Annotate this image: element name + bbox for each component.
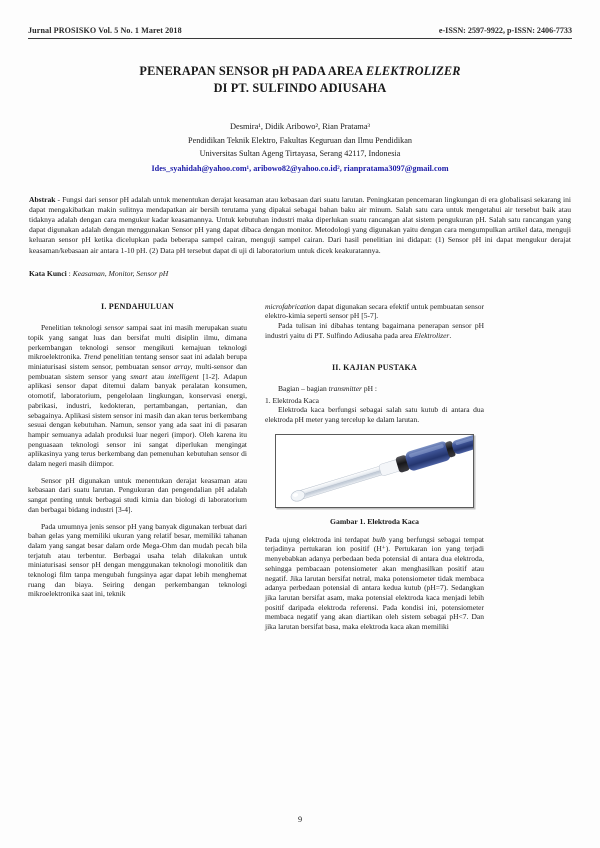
- issn-text: e-ISSN: 2597-9922, p-ISSN: 2406-7733: [438, 26, 572, 35]
- right-paragraph-2: [265, 321, 484, 340]
- left-column: [28, 302, 247, 772]
- abstract-separator: -: [55, 194, 63, 204]
- page-content: [28, 26, 572, 822]
- page-number: 9: [297, 815, 303, 824]
- text-run-italic: Trend: [83, 352, 101, 362]
- text-run: dapat digunakan secara efektif untuk pembuatan sensor elektro-kimia seperti sensor pH [5-7].: [265, 301, 484, 321]
- body-columns: [28, 302, 572, 772]
- section-heading-kajian-pustaka: II. KAJIAN PUSTAKA: [331, 362, 418, 372]
- left-paragraph-3: Pada umumnya jenis sensor pH yang banyak digunakan terbuat dari bahan gelas yang memiliki ukuran yang relatif besar, memiliki tahanan dalam yang sangat besar dalam orde Mega-Ohm dan mudah pecah bila terjatuh atau terbentur. Berbagai usaha telah dilakukan untuk miniaturisasi sensor pH dengan menggunakan teknologi monolitik dan teknologi film tanpa mengubah fungsinya agar dapat lebih menghemat ruang dan biaya. Seiring dengan perkembangan teknologi mikroelektronika saat ini, teknik: [28, 521, 247, 599]
- author-block: [28, 120, 572, 174]
- text-run: [1-2]. Adapun aplikasi sensor dapat ditemui dalam banyak peralatan konsumen, otomotif, laboratorium, pengelolaan lingkungan, konservasi energi, pabrikasi, industri, kedokteran, pertambangan, pertanian, dan sebagainya. Aplikasi sistem sensor ini masih dan akan terus berkembang sesuai dengan kebutuhan. Namun, sensor yang ada saat ini di pasaran hampir semuanya adalah produksi luar negeri (impor). Oleh karena itu penguasaan teknologi sensor ini sangat diperlukan mengingat aplikasinya yang terus berkembang dan pemenuhan kebutuhan sensor di dalam negeri masih diimpor.: [28, 371, 247, 469]
- keywords-value: Keasaman, Monitor, Sensor pH: [72, 268, 169, 278]
- figure-1-caption: Gambar 1. Elektroda Kaca: [330, 516, 419, 526]
- abstract-text: Fungsi dari sensor pH adalah untuk menentukan derajat keasaman atau kebasaan dari suatu larutan. Peningkatan pencemaran lingkungan di era globalisasi sekarang ini dapat mengakibatkan makin sulitnya mendapatkan air bersih terutama yang dipakai sebagai bahan baku air minum. Salah satu cara untuk mengetahui air tersebut baik atau tidaknya adalah dengan cara mengukur kadar keasamannya. Untuk kebutuhan industri maka diperlukan suatu rancangan alat sistem pengukuran pH. Salah satu rancangan yang dapat digunakan adalah dengan menggunakan Sensor pH yang dapat dibaca dengan monitor. Metodologi yang digunakan yaitu dengan cara mengumpulkan artikel data, menguji keluaran sensor pH ketika dicelupkan pada beberapa sampel cairan, menguji sampel cairan. Dari hasil penelitian ini didapat: (1) Sensor pH ini dapat mengukur derajat keasaman/kebasaan air antara 1-10 pH. (2) Data pH tersebut dapat di uji di laboratorium untuk dicek keakuratannya.: [29, 194, 571, 255]
- keywords-section: [29, 269, 571, 278]
- author-affiliation-2: Universitas Sultan Ageng Tirtayasa, Serang 42117, Indonesia: [199, 149, 401, 159]
- keywords-separator: :: [66, 268, 73, 278]
- title-block: [28, 63, 572, 98]
- right-column: [265, 302, 484, 772]
- text-run-italic: bulb: [372, 534, 386, 544]
- text-run: yang berfungsi sebagai tempat terjadinya pertukaran ion positif (H⁺). Pertukaran ion yang terjadi menyebabkan adanya perbedaan beda potensial di antara dua elektroda, sehingga pembacaan potensiometer akan menghasilkan positif atau negatif. Jika larutan bersifat netral, maka potensiometer tidak membaca adanya perbedaan potensial di antara kedua kutub (pH=7). Sedangkan jika larutan bersifat asam, maka potensial elektroda kaca menjadi lebih positif daripada elektroda referensi. Pada kondisi ini, potensiometer membaca negatif yang akan diartikan oleh sistem sebagai pH<7. Dan jika larutan bersifat basa, maka elektroda kaca akan memiliki: [265, 534, 484, 632]
- title-plain-part: PENERAPAN SENSOR pH PADA AREA: [139, 63, 366, 78]
- title-italic-part: ELEKTROLIZER: [365, 63, 461, 78]
- left-paragraph-2: Sensor pH digunakan untuk menentukan derajat keasaman atau kebasaan dari suatu larutan. Pengukuran dan pengendalian pH adalah sangat penting untuk berbagai studi kimia dan biologi di laboratorium dan berbagai bidang industri [3-4].: [28, 475, 247, 514]
- text-run: atau: [147, 371, 169, 381]
- abstract-section: [29, 195, 571, 256]
- paper-title-line-1: [28, 63, 572, 80]
- text-run: Pada tulisan ini dibahas tentang bagaimana penerapan sensor pH industri yaitu di PT. Sulfindo Adiusaha pada area: [265, 321, 484, 340]
- list-item-elektroda-kaca: 1. Elektroda Kaca: [265, 395, 319, 405]
- transmitter-parts-lead: [265, 384, 484, 394]
- text-run: Pada ujung elektroda ini terdapat: [265, 534, 373, 544]
- text-run-italic: transmitter: [328, 383, 362, 393]
- paper-title-line-2: DI PT. SULFINDO ADIUSAHA: [213, 80, 387, 95]
- right-paragraph-1: [265, 302, 484, 321]
- text-run-italic: sensor: [104, 323, 124, 333]
- text-run: .: [449, 330, 452, 340]
- section-heading-pendahuluan: I. PENDAHULUAN: [101, 301, 174, 311]
- author-affiliation-1: Pendidikan Teknik Elektro, Fakultas Keguruan dan Ilmu Pendidikan: [188, 136, 412, 146]
- journal-issue-text: Jurnal PROSISKO Vol. 5 No. 1 Maret 2018: [28, 26, 182, 35]
- figure-1-image-frame: [275, 434, 474, 508]
- author-names: Desmira¹, Didik Aribowo², Rian Pratama³: [229, 122, 371, 132]
- elektroda-kaca-description: Elektroda kaca berfungsi sebagai salah satu kutub di antara dua elektroda pH meter yang tercelup ke dalam larutan.: [265, 405, 484, 425]
- text-run-italic: smart: [130, 371, 148, 381]
- text-run: pH :: [361, 383, 377, 393]
- text-run-italic: Elektrolizer: [414, 330, 450, 340]
- keywords-label: Kata Kunci: [29, 268, 67, 278]
- text-run-italic: array: [174, 361, 191, 371]
- left-paragraph-1: [28, 323, 247, 469]
- text-run-italic: intelligent: [168, 371, 199, 381]
- right-paragraph-3: [265, 535, 484, 632]
- text-run: Bagian – bagian: [278, 383, 329, 393]
- text-run-italic: microfabrication: [265, 301, 316, 311]
- figure-1: [265, 434, 484, 527]
- text-run: , multi-sensor dan pembuatan sistem sensor yang: [28, 361, 247, 381]
- glass-ph-electrode-illustration: [276, 435, 473, 507]
- text-run: sampai saat ini masih merupakan suatu topik yang sangat luas dan bersifat multi disiplin ilmu, dimana perkembangan teknologi sensor mengikuti kemajuan teknologi mikroelektronika.: [28, 323, 247, 362]
- abstract-label: Abstrak: [29, 194, 56, 204]
- author-emails[interactable]: Ides_syahidah@yahoo.com¹, aribowo82@yahoo.co.id², rianpratama3097@gmail.com: [151, 163, 449, 173]
- text-run: Penelitian teknologi: [41, 323, 105, 333]
- text-run: penelitian tentang sensor saat ini adalah berupa miniaturisasi sistem sensor, pembuatan sensor: [28, 352, 247, 371]
- running-head: [28, 26, 572, 39]
